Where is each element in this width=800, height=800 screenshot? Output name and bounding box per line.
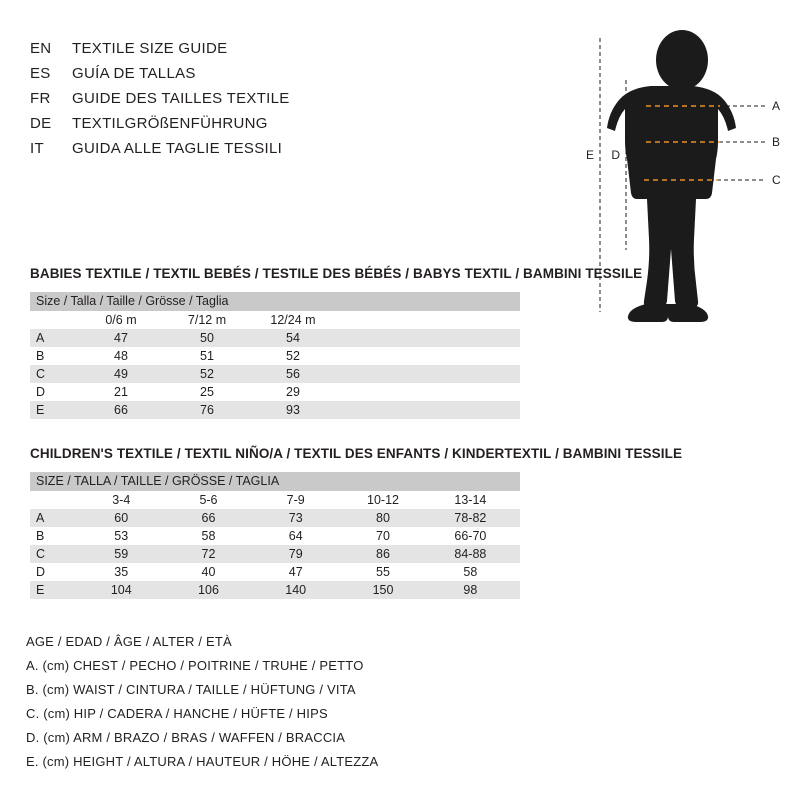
- babies-c-2: 56: [250, 365, 336, 383]
- babies-e-2: 93: [250, 401, 336, 419]
- title-lang-fr: FR: [30, 90, 51, 107]
- legend-line-d: D. (cm) ARM / BRAZO / BRAS / WAFFEN / BRACCIA: [26, 730, 346, 745]
- table-row: [30, 329, 520, 347]
- table-row: [30, 581, 520, 599]
- babies-col-2: 12/24 m: [250, 311, 336, 329]
- title-lang-it: IT: [30, 140, 44, 157]
- children-table-title-row: [30, 472, 520, 491]
- children-a-3: 80: [339, 509, 426, 527]
- title-row-es: [30, 63, 460, 85]
- children-b-0: 53: [78, 527, 165, 545]
- children-table-title: SIZE / TALLA / TAILLE / GRÖSSE / TAGLIA: [30, 472, 520, 491]
- children-c-0: 59: [78, 545, 165, 563]
- babies-table-title-row: [30, 292, 520, 311]
- title-text-es: GUÍA DE TALLAS: [72, 65, 196, 82]
- title-lang-de: DE: [30, 115, 52, 132]
- babies-section-heading: BABIES TEXTILE / TEXTIL BEBÉS / TESTILE DES BÉBÉS / BABYS TEXTIL / BAMBINI TESSILE: [30, 266, 643, 281]
- children-d-0: 35: [78, 563, 165, 581]
- children-b-3: 70: [339, 527, 426, 545]
- children-row-label-e: E: [30, 581, 78, 599]
- babies-row-label-a: A: [30, 329, 78, 347]
- title-lang-en: EN: [30, 40, 52, 57]
- figure-label-d: D: [611, 148, 620, 162]
- title-row-fr: [30, 88, 460, 110]
- table-row: [30, 563, 520, 581]
- babies-size-table: [30, 292, 520, 419]
- title-lang-es: ES: [30, 65, 51, 82]
- children-header-blank: [30, 491, 78, 509]
- table-row: [30, 527, 520, 545]
- children-section-heading: CHILDREN'S TEXTILE / TEXTIL NIÑO/A / TEXTIL DES ENFANTS / KINDERTEXTIL / BAMBINI TESSILE: [30, 446, 683, 461]
- babies-a-2: 54: [250, 329, 336, 347]
- children-col-2: 7-9: [252, 491, 339, 509]
- babies-col-1: 7/12 m: [164, 311, 250, 329]
- figure-label-a: A: [772, 99, 781, 113]
- children-a-2: 73: [252, 509, 339, 527]
- children-d-2: 47: [252, 563, 339, 581]
- table-row: [30, 365, 520, 383]
- children-a-pad: [514, 509, 520, 527]
- babies-e-0: 66: [78, 401, 164, 419]
- children-e-pad: [514, 581, 520, 599]
- children-c-4: 84-88: [427, 545, 514, 563]
- babies-b-0: 48: [78, 347, 164, 365]
- children-e-4: 98: [427, 581, 514, 599]
- children-a-4: 78-82: [427, 509, 514, 527]
- children-e-2: 140: [252, 581, 339, 599]
- babies-d-pad: [336, 383, 520, 401]
- children-a-1: 66: [165, 509, 252, 527]
- children-e-0: 104: [78, 581, 165, 599]
- children-b-4: 66-70: [427, 527, 514, 545]
- measurement-figure: [560, 20, 790, 330]
- babies-col-0: 0/6 m: [78, 311, 164, 329]
- children-col-1: 5-6: [165, 491, 252, 509]
- babies-a-pad: [336, 329, 520, 347]
- figure-label-e: E: [585, 148, 594, 162]
- children-b-pad: [514, 527, 520, 545]
- children-d-3: 55: [339, 563, 426, 581]
- title-block: [30, 38, 460, 163]
- title-text-en: TEXTILE SIZE GUIDE: [72, 40, 228, 57]
- children-c-1: 72: [165, 545, 252, 563]
- babies-a-1: 50: [164, 329, 250, 347]
- title-text-it: GUIDA ALLE TAGLIE TESSILI: [72, 140, 283, 157]
- children-c-pad: [514, 545, 520, 563]
- babies-e-pad: [336, 401, 520, 419]
- children-b-1: 58: [165, 527, 252, 545]
- babies-d-2: 29: [250, 383, 336, 401]
- children-size-table: [30, 472, 520, 599]
- babies-b-1: 51: [164, 347, 250, 365]
- children-d-1: 40: [165, 563, 252, 581]
- children-c-3: 86: [339, 545, 426, 563]
- children-d-4: 58: [427, 563, 514, 581]
- babies-d-0: 21: [78, 383, 164, 401]
- children-header-pad: [514, 491, 520, 509]
- babies-c-0: 49: [78, 365, 164, 383]
- children-a-0: 60: [78, 509, 165, 527]
- children-c-2: 79: [252, 545, 339, 563]
- title-row-it: [30, 138, 460, 160]
- children-row-label-c: C: [30, 545, 78, 563]
- babies-row-label-c: C: [30, 365, 78, 383]
- children-row-label-b: B: [30, 527, 78, 545]
- legend-line-b: B. (cm) WAIST / CINTURA / TAILLE / HÜFTUNG / VITA: [26, 682, 356, 697]
- children-row-label-a: A: [30, 509, 78, 527]
- babies-table-title: Size / Talla / Taille / Grösse / Taglia: [30, 292, 520, 311]
- table-row: [30, 347, 520, 365]
- measurement-legend: [26, 630, 378, 774]
- babies-b-pad: [336, 347, 520, 365]
- table-row: [30, 545, 520, 563]
- figure-label-b: B: [772, 135, 781, 149]
- title-row-de: [30, 113, 460, 135]
- figure-label-c: C: [772, 173, 781, 187]
- babies-b-2: 52: [250, 347, 336, 365]
- table-row: [30, 401, 520, 419]
- babies-header-blank: [30, 311, 78, 329]
- children-col-0: 3-4: [78, 491, 165, 509]
- babies-a-0: 47: [78, 329, 164, 347]
- title-row-en: [30, 38, 460, 60]
- babies-row-label-d: D: [30, 383, 78, 401]
- babies-table-header-row: [30, 311, 520, 329]
- table-row: [30, 509, 520, 527]
- title-text-de: TEXTILGRÖßENFÜHRUNG: [72, 115, 268, 132]
- babies-d-1: 25: [164, 383, 250, 401]
- legend-line-e: E. (cm) HEIGHT / ALTURA / HAUTEUR / HÖHE / ALTEZZA: [26, 754, 379, 769]
- children-d-pad: [514, 563, 520, 581]
- legend-line-c: C. (cm) HIP / CADERA / HANCHE / HÜFTE / HIPS: [26, 706, 328, 721]
- children-b-2: 64: [252, 527, 339, 545]
- children-col-3: 10-12: [339, 491, 426, 509]
- children-col-4: 13-14: [427, 491, 514, 509]
- table-row: [30, 383, 520, 401]
- babies-header-pad: [336, 311, 520, 329]
- children-row-label-d: D: [30, 563, 78, 581]
- legend-line-a: A. (cm) CHEST / PECHO / POITRINE / TRUHE / PETTO: [26, 658, 364, 673]
- babies-e-1: 76: [164, 401, 250, 419]
- babies-row-label-b: B: [30, 347, 78, 365]
- babies-c-pad: [336, 365, 520, 383]
- children-e-1: 106: [165, 581, 252, 599]
- title-text-fr: GUIDE DES TAILLES TEXTILE: [72, 90, 290, 107]
- babies-c-1: 52: [164, 365, 250, 383]
- children-table-header-row: [30, 491, 520, 509]
- legend-line-age: AGE / EDAD / ÂGE / ALTER / ETÀ: [26, 634, 232, 649]
- babies-row-label-e: E: [30, 401, 78, 419]
- children-e-3: 150: [339, 581, 426, 599]
